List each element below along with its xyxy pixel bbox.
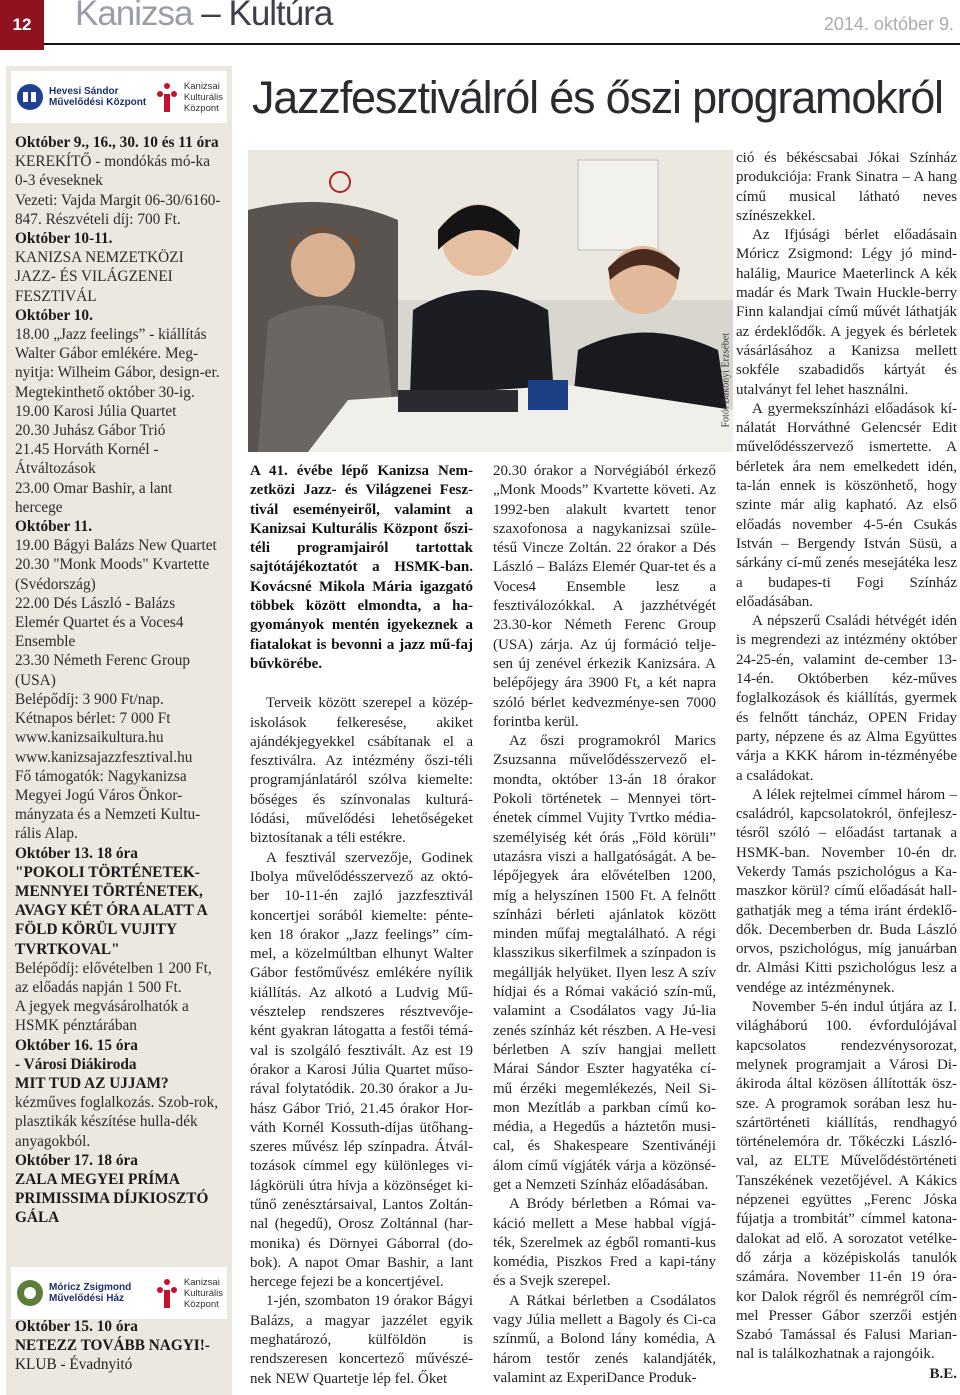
article-paragraph: ció és békéscsabai Jókai Színház produkciója: Frank Sinatra – A hang című musical látható neves színészekkel. xyxy=(736,150,957,224)
page-number: 12 xyxy=(0,0,44,50)
paragraph-gap xyxy=(250,674,473,694)
program-line: NETEZZ TOVÁBB NAGYI!- xyxy=(15,1337,210,1355)
kk-logo-icon xyxy=(154,80,180,114)
program-line: Október 10. xyxy=(15,306,93,324)
program-line: Október 13. 18 óra xyxy=(15,844,138,862)
program-line: Belépődíj: 3 900 Ft/nap. xyxy=(15,690,164,708)
photo-illustration xyxy=(248,150,733,452)
page-header xyxy=(0,0,960,50)
article-paragraph: A Bródy bérletben a Római va-káció mellett a Mese habbal vígjá-ték, Szerelmek az égből romanti-kus komédia, Piszkos Fred a kapi-tány és a Svejk szerepel. xyxy=(493,1196,716,1290)
issue-date: 2014. október 9. xyxy=(823,14,954,34)
program-line: 22.00 Dés László - Balázs Elemér Quartet és a Voces4 Ensemble xyxy=(15,594,184,651)
program-line: 23.00 Omar Bashir, a lant hercege xyxy=(15,479,173,516)
article-paragraph: Terveik között szerepel a közép-iskolások felkeresése, akiket ajándékjegyekkel csábítanak el a fesztiválra. Az intézmény őszi-téli programjánlatáról szólva kiemelte: bőséges és színvonalas kulturá-lódási, művelődési lehetőségeket biztosítanak a téli estékre. xyxy=(250,695,473,847)
program-line: Október 15. 10 óra xyxy=(15,1318,138,1335)
photo-credit xyxy=(720,330,732,430)
photo-credit-text: Fotó: Bakonyi Erzsébet xyxy=(720,333,732,428)
kk-line1: Kanizsai xyxy=(183,80,220,92)
program-line: www.kanizsaikultura.hu xyxy=(15,729,164,747)
program-line: 19.00 Bágyi Balázs New Quartet xyxy=(15,537,217,555)
program-line: 21.45 Horváth Kornél - Átváltozások xyxy=(15,441,159,478)
article-column-2 xyxy=(493,462,716,1388)
section-dash: – xyxy=(201,0,220,33)
article-lead: A 41. évébe lépő Kanizsa Nem-zetközi Jazz- és Világzenei Fesz-tivál eseményeiről, valamint a Kanizsai Kulturális Központ őszi-téli programjairól tartottak sajtótájékoztatót a HSMK-ban. Kovácsné Mikola Mária igazgató többek között elmondta, a ha-gyományok mentén igyekeznek a fiatalokat is bevonni a jazz mű-faj bűvkörébe. xyxy=(250,463,473,672)
article-paragraph: A fesztivál szervezője, Godinek Ibolya művelődésszervező az októ-ber 10-11-én zajló jazzfesztivál koncertjei sorából kiemelte: pénte-ken 18 órakor „Jazz feelings” cím-mel, a közelmúltban elhunyt Walter Gábor festőművész emlékére nyílik kiállítás. Az alkotó a Ludvig Mű-vésztelep rendszeres résztvevője-ként gyakran látogatta a festői témá-val is szolgáló fesztivált. Az est 19 órakor a Karosi Júlia Quartet műso-rával folytatódik. 20.30 órakor a Ju-hász Gábor Trió, 21.45 órakor Hor-váth Kornél Kossuth-díjas ütőhang-szeres művész lép színpadra. Átvál-tozások címmel egy különleges vi-lágkörüli útra hívja a közönséget ki-tűnő zenésztársaival, Lantos Zoltán-nal (hegedű), Orosz Zoltánnal (har-monika) és Dörnyei Gáborral (do-bok). A napot Omar Bashir, a lant hercege fejezi be a koncertjével. xyxy=(250,849,473,1291)
program-line: www.kanizsajazzfesztival.hu xyxy=(15,748,193,766)
sidebar-logos xyxy=(11,71,227,123)
article-paragraph: 1-jén, szombaton 19 órakor Bágyi Balázs, a magyar jazzélet egyik meghatározó, külföldön is rendszeresen koncertező művészé-nek NEW Quartetje lép fel. Őket xyxy=(250,1293,473,1387)
article-paragraph: A népszerű Családi hétvégét idén is megrendezi az intézmény október 24-25-én, valamint de-cember 13-14-én. Októberben kéz-műves foglalkozások és kiállítás, gyermek és felnőtt táncház, OPEN Friday party, népzene és az Alma Együttes várja a KKK három in-tézményébe a családokat. xyxy=(736,613,957,784)
program-line: Kétnapos bérlet: 7 000 Ft xyxy=(15,710,171,728)
sidebar-logos-2 xyxy=(6,1262,232,1319)
section-b: Kultúra xyxy=(228,0,333,33)
kk2-line1: Kanizsai xyxy=(183,1276,220,1288)
hsmk-logo xyxy=(15,82,146,112)
section-a: Kanizsa xyxy=(75,0,193,33)
program-line: 18.00 „Jazz feelings” - kiállítás Walter Gábor emlékére. Meg-nyitja: Wilheim Gábor, design-er. Megtekinthető október 30-ig. xyxy=(15,326,220,401)
sidebar-program-list xyxy=(6,123,232,1228)
kk-logo-2-icon xyxy=(154,1276,180,1310)
program-line: 19.00 Karosi Júlia Quartet xyxy=(15,402,177,420)
program-line: 23.30 Németh Ferenc Group (USA) xyxy=(15,652,191,689)
program-line: KLUB - Évadnyitó xyxy=(15,1356,133,1374)
kk2-line3: Központ xyxy=(183,1298,219,1310)
mzs-line2: Művelődési Ház xyxy=(49,1293,125,1304)
author-signature: B.E. xyxy=(929,1365,957,1382)
program-line: Vezeti: Vajda Margit 06-30/6160-847. Részvételi díj: 700 Ft. xyxy=(15,191,221,228)
program-line: MIT TUD AZ UJJAM? xyxy=(15,1074,169,1092)
kk-logo-2 xyxy=(154,1276,223,1310)
program-line: Október 17. 18 óra xyxy=(15,1151,138,1169)
article-title: Jazzfesztiválról és őszi programokról xyxy=(252,72,943,123)
program-line: Október 10-11. xyxy=(15,230,113,248)
program-line: KANIZSA NEMZETKÖZI JAZZ- ÉS VILÁGZENEI FESZTIVÁL xyxy=(15,249,184,305)
kk2-line2: Kulturális xyxy=(183,1287,223,1299)
program-line: 20.30 Juhász Gábor Trió xyxy=(15,422,166,440)
program-line: "POKOLI TÖRTÉNETEK-MENNYEI TÖRTÉNETEK, AVAGY KÉT ÓRA ALATT A FÖLD KÖRÜL VUJITY TVRTKOVAL" xyxy=(15,863,207,958)
program-line: Október 11. xyxy=(15,518,93,536)
article-paragraph: 20.30 órakor a Norvégiából érkező „Monk Moods” Kvartette követi. Az 1992-ben alakult kvartett tenor szaxofonosa a nagykanizsai szüle-tésű Vincze Zoltán. 22 órakor a Dés László – Balázs Elemér Quar-tet és a Voces4 Ensemble lesz a fesztiválozókkal. A jazzhétvégét 23.30-kor Németh Ferenc Group (USA) zárja. Az új formáció telje-sen új zenével érkezik Kanizsára. A belépőjegy ára 3900 Ft, a két napra szóló bérlet kedvezménye-sen 7000 forintba kerül. xyxy=(493,463,716,730)
article-paragraph: Az Ifjúsági bérlet előadásain Móricz Zsigmond: Légy jó mind-halálig, Maurice Maeterlinck A kék madár és Mark Twain Huckle-berry Finn kalandjai című művét láthatják az érdeklődők. A jegyek és bérletek vásárlásához a Kanizsa mellett sokféle szabadidős kártyát és utalványt fel lehet használni. xyxy=(736,227,957,398)
program-line: - Városi Diákiroda xyxy=(15,1055,137,1073)
program-line: Fő támogatók: Nagykanizsa Megyei Jogú Város Önkor-mányzata és a Nemzeti Kultu-rális Alap. xyxy=(15,767,201,843)
program-line: Október 9., 16., 30. 10 és 11 óra xyxy=(15,134,219,151)
mzs-logo xyxy=(15,1278,131,1308)
mzs-line1: Móricz Zsigmond xyxy=(49,1282,132,1293)
kk-logo xyxy=(154,80,223,114)
hsmk-line2: Művelődési Központ xyxy=(49,97,147,108)
article-paragraph: A Rátkai bérletben a Csodálatos vagy Júlia mellett a Bagoly és Ci-ca színmű, a Bolond lány komédia, A három testőr zenés kalandjáték, valamint az ExperiDance Produk- xyxy=(493,1292,716,1386)
program-line: Október 16. 15 óra xyxy=(15,1036,138,1054)
program-line: ZALA MEGYEI PRÍMA PRIMISSIMA DÍJKIOSZTÓ GÁLA xyxy=(15,1170,209,1227)
program-sidebar xyxy=(6,66,232,1395)
kk-line3: Központ xyxy=(183,102,219,114)
article-paragraph: A lélek rejtelmei címmel három – családról, kapcsolatokról, önfejlesz-tésről szóló – előadást tartanak a HSMK-ban. November 10-én dr. Vekerdy Tamás pszichológus a Ka-maszkor körül? című előadását hall-gathatják meg a téma iránt érdeklő-dők. Decemberben dr. Buda László orvos, pszichológus, míg januárban dr. Almási Kitti pszichológus lesz a vendége az intézménynek. xyxy=(736,786,957,996)
article-paragraph: Az őszi programokról Marics Zsuzsanna művelődésszervező el-mondta, október 13-án 18 órakor Pokoli történetek – Mennyei tört-énetek címmel Vujity Tvrtko média-személyiség két órás „Föld körüli” utazásra viszi a hallgatóságát. A be-lépőjegyek ára elővételben 1200, míg a helyszínen 1500 Ft. A felnőtt színházi bérleti ajánlatok között minden műfaj megtalálható. A régi klasszikus sikerfilmek a színpadon is megállják helyüket. Ilyen lesz A szív hídjai és a Római vakáció szín-mű, valamint a Csodálatos vagy Jú-lia zenés színház két részben. A He-vesi bérletben A szív hangjai mellett Márai Sándor Eszter hagyatéka cí-mű érzéki megemlékezés, Neil Si-mon Mezítláb a parkban című ko-média, a Hegedűs a háztetőn musi-cal, és Shakespeare Szentivánéji álom című vígjáték várja a közönsé-get a Nemzeti Színház előadásában. xyxy=(493,733,716,1193)
program-line: KEREKÍTŐ - mondókás mó-ka 0-3 éveseknek xyxy=(15,153,210,190)
article-paragraph: November 5-én indul útjára az I. világháború 100. évfordulójával kapcsolatos rendezvénysorozat, melynek programjait a Városi Di-ákiroda által közösen állították ösz-sze. A programok sorában lesz hu-szártörténeti kiállítás, rendhagyó történelemóra dr. Tőkéczki László-val, az ELTE Művelődéstörténeti Tanszékének vezetőjével. A Kákics népzenei együttes „Ferenc Jóska fújatja a trombitát” címmel katona-dalokat ad elő. A sorozatot vetélke-dő zárja a középiskolás tanulók számára. November 11-én 19 óra-kor Dalok régről és nemrégről cím-mel Presser Gábor szerzői estjén Szabó Tamással és Falusi Marian-nal is találkozhatnak a rajongóik. xyxy=(736,999,957,1363)
hsmk-line1: Hevesi Sándor xyxy=(49,86,119,97)
program-line: kézműves foglalkozás. Szob-rok, plasztikák készítése hulla-dék anyagokból. xyxy=(15,1094,219,1150)
kk-line2: Kulturális xyxy=(183,91,223,103)
header-rule xyxy=(44,43,960,45)
press-conference-photo xyxy=(248,150,733,452)
program-line: A jegyek megvásárolhatók a HSMK pénztárában xyxy=(15,998,189,1035)
hsmk-logo-icon xyxy=(15,82,45,112)
program-line: Belépődíj: elővételben 1 200 Ft, az előadás napján 1 500 Ft. xyxy=(15,959,212,996)
section-title xyxy=(75,0,332,34)
sidebar-logos-row-2 xyxy=(11,1267,227,1319)
sidebar-bottom-program xyxy=(15,1317,227,1375)
program-line: 20.30 "Monk Moods" Kvartette (Svédország) xyxy=(15,556,210,593)
article-column-1 xyxy=(250,462,473,1389)
article-paragraph: A gyermekszínházi előadások kí-nálatát Horváthné Gelencsér Edit művelődésszervező ismertette. A bérletek ára nem emelkedett idén, ta-lán ennek is köszönhető, hogy szinte már alig kapható. Az első előadás november 4-5-én Csukás István – Bergendy István Süsü, a sárkány cí-mű zenés mesejátéka lesz a budapes-ti Fogi Színház előadásában. xyxy=(736,400,957,610)
mzs-logo-icon xyxy=(15,1278,45,1308)
article-column-3 xyxy=(736,149,957,1384)
